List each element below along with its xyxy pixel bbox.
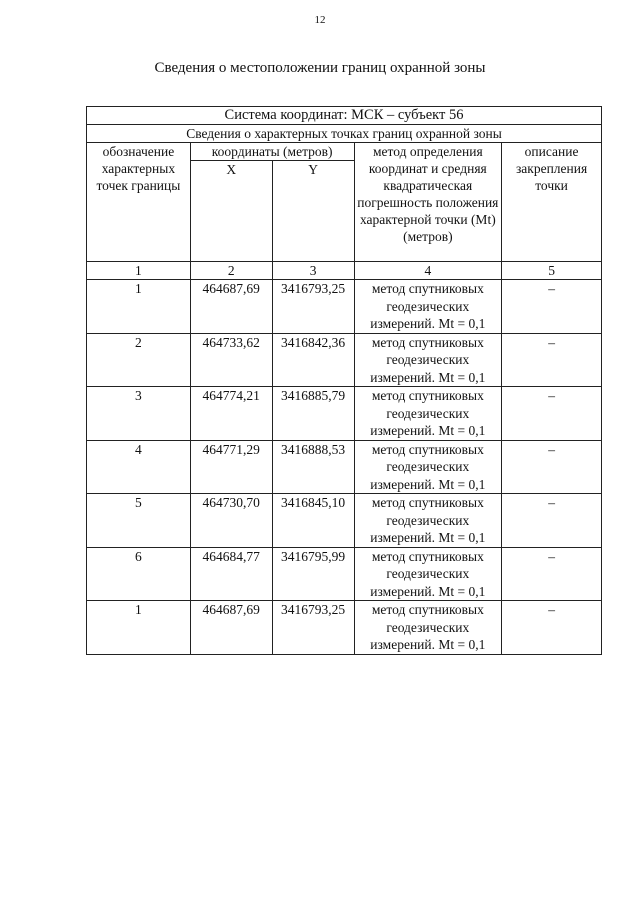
description-cell: –	[502, 387, 602, 441]
table-row	[87, 601, 602, 655]
x-coordinate-cell: 464730,70	[190, 494, 272, 548]
description-cell: –	[502, 547, 602, 601]
x-coordinate-cell: 464774,21	[190, 387, 272, 441]
method-cell: метод спутниковых геодезических измерений. Mt = 0,1	[354, 440, 502, 494]
y-coordinate-cell: 3416888,53	[272, 440, 354, 494]
table-row	[87, 547, 602, 601]
method-cell: метод спутниковых геодезических измерений. Mt = 0,1	[354, 280, 502, 334]
col-header-designation: обозначение характерных точек границы	[87, 143, 191, 262]
method-cell: метод спутниковых геодезических измерений. Mt = 0,1	[354, 387, 502, 441]
method-cell: метод спутниковых геодезических измерений. Mt = 0,1	[354, 601, 502, 655]
method-cell: метод спутниковых геодезических измерений. Mt = 0,1	[354, 494, 502, 548]
y-coordinate-cell: 3416885,79	[272, 387, 354, 441]
table-row	[87, 494, 602, 548]
col-header-coordinates: координаты (метров)	[190, 143, 354, 161]
description-cell: –	[502, 494, 602, 548]
point-cell: 6	[87, 547, 191, 601]
column-index: 5	[502, 262, 602, 280]
column-index: 1	[87, 262, 191, 280]
description-cell: –	[502, 440, 602, 494]
column-index: 2	[190, 262, 272, 280]
point-cell: 1	[87, 601, 191, 655]
column-index-row	[87, 262, 602, 280]
column-index: 3	[272, 262, 354, 280]
description-cell: –	[502, 601, 602, 655]
point-cell: 3	[87, 387, 191, 441]
section-header: Сведения о характерных точках границ охранной зоны	[87, 125, 602, 143]
table-row	[87, 333, 602, 387]
y-coordinate-cell: 3416793,25	[272, 280, 354, 334]
coordinate-system-header: Система координат: МСК – субъект 56	[87, 107, 602, 125]
description-cell: –	[502, 333, 602, 387]
point-cell: 5	[87, 494, 191, 548]
description-cell: –	[502, 280, 602, 334]
col-header-x: X	[190, 161, 272, 262]
col-header-y: Y	[272, 161, 354, 262]
page-number: 12	[314, 14, 326, 26]
y-coordinate-cell: 3416793,25	[272, 601, 354, 655]
y-coordinate-cell: 3416842,36	[272, 333, 354, 387]
y-coordinate-cell: 3416795,99	[272, 547, 354, 601]
col-header-method: метод определения координат и средняя квадратическая погрешность положения характерной точки (Mt) (метров)	[354, 143, 502, 262]
point-cell: 4	[87, 440, 191, 494]
x-coordinate-cell: 464687,69	[190, 280, 272, 334]
table-row	[87, 280, 602, 334]
column-index: 4	[354, 262, 502, 280]
table-row	[87, 440, 602, 494]
col-header-description: описание закрепления точки	[502, 143, 602, 262]
point-cell: 1	[87, 280, 191, 334]
x-coordinate-cell: 464684,77	[190, 547, 272, 601]
method-cell: метод спутниковых геодезических измерений. Mt = 0,1	[354, 333, 502, 387]
y-coordinate-cell: 3416845,10	[272, 494, 354, 548]
point-cell: 2	[87, 333, 191, 387]
document-title: Сведения о местоположении границ охранной зоны	[154, 60, 486, 76]
method-cell: метод спутниковых геодезических измерений. Mt = 0,1	[354, 547, 502, 601]
x-coordinate-cell: 464687,69	[190, 601, 272, 655]
table-row	[87, 387, 602, 441]
x-coordinate-cell: 464771,29	[190, 440, 272, 494]
boundary-points-table	[86, 106, 602, 655]
x-coordinate-cell: 464733,62	[190, 333, 272, 387]
